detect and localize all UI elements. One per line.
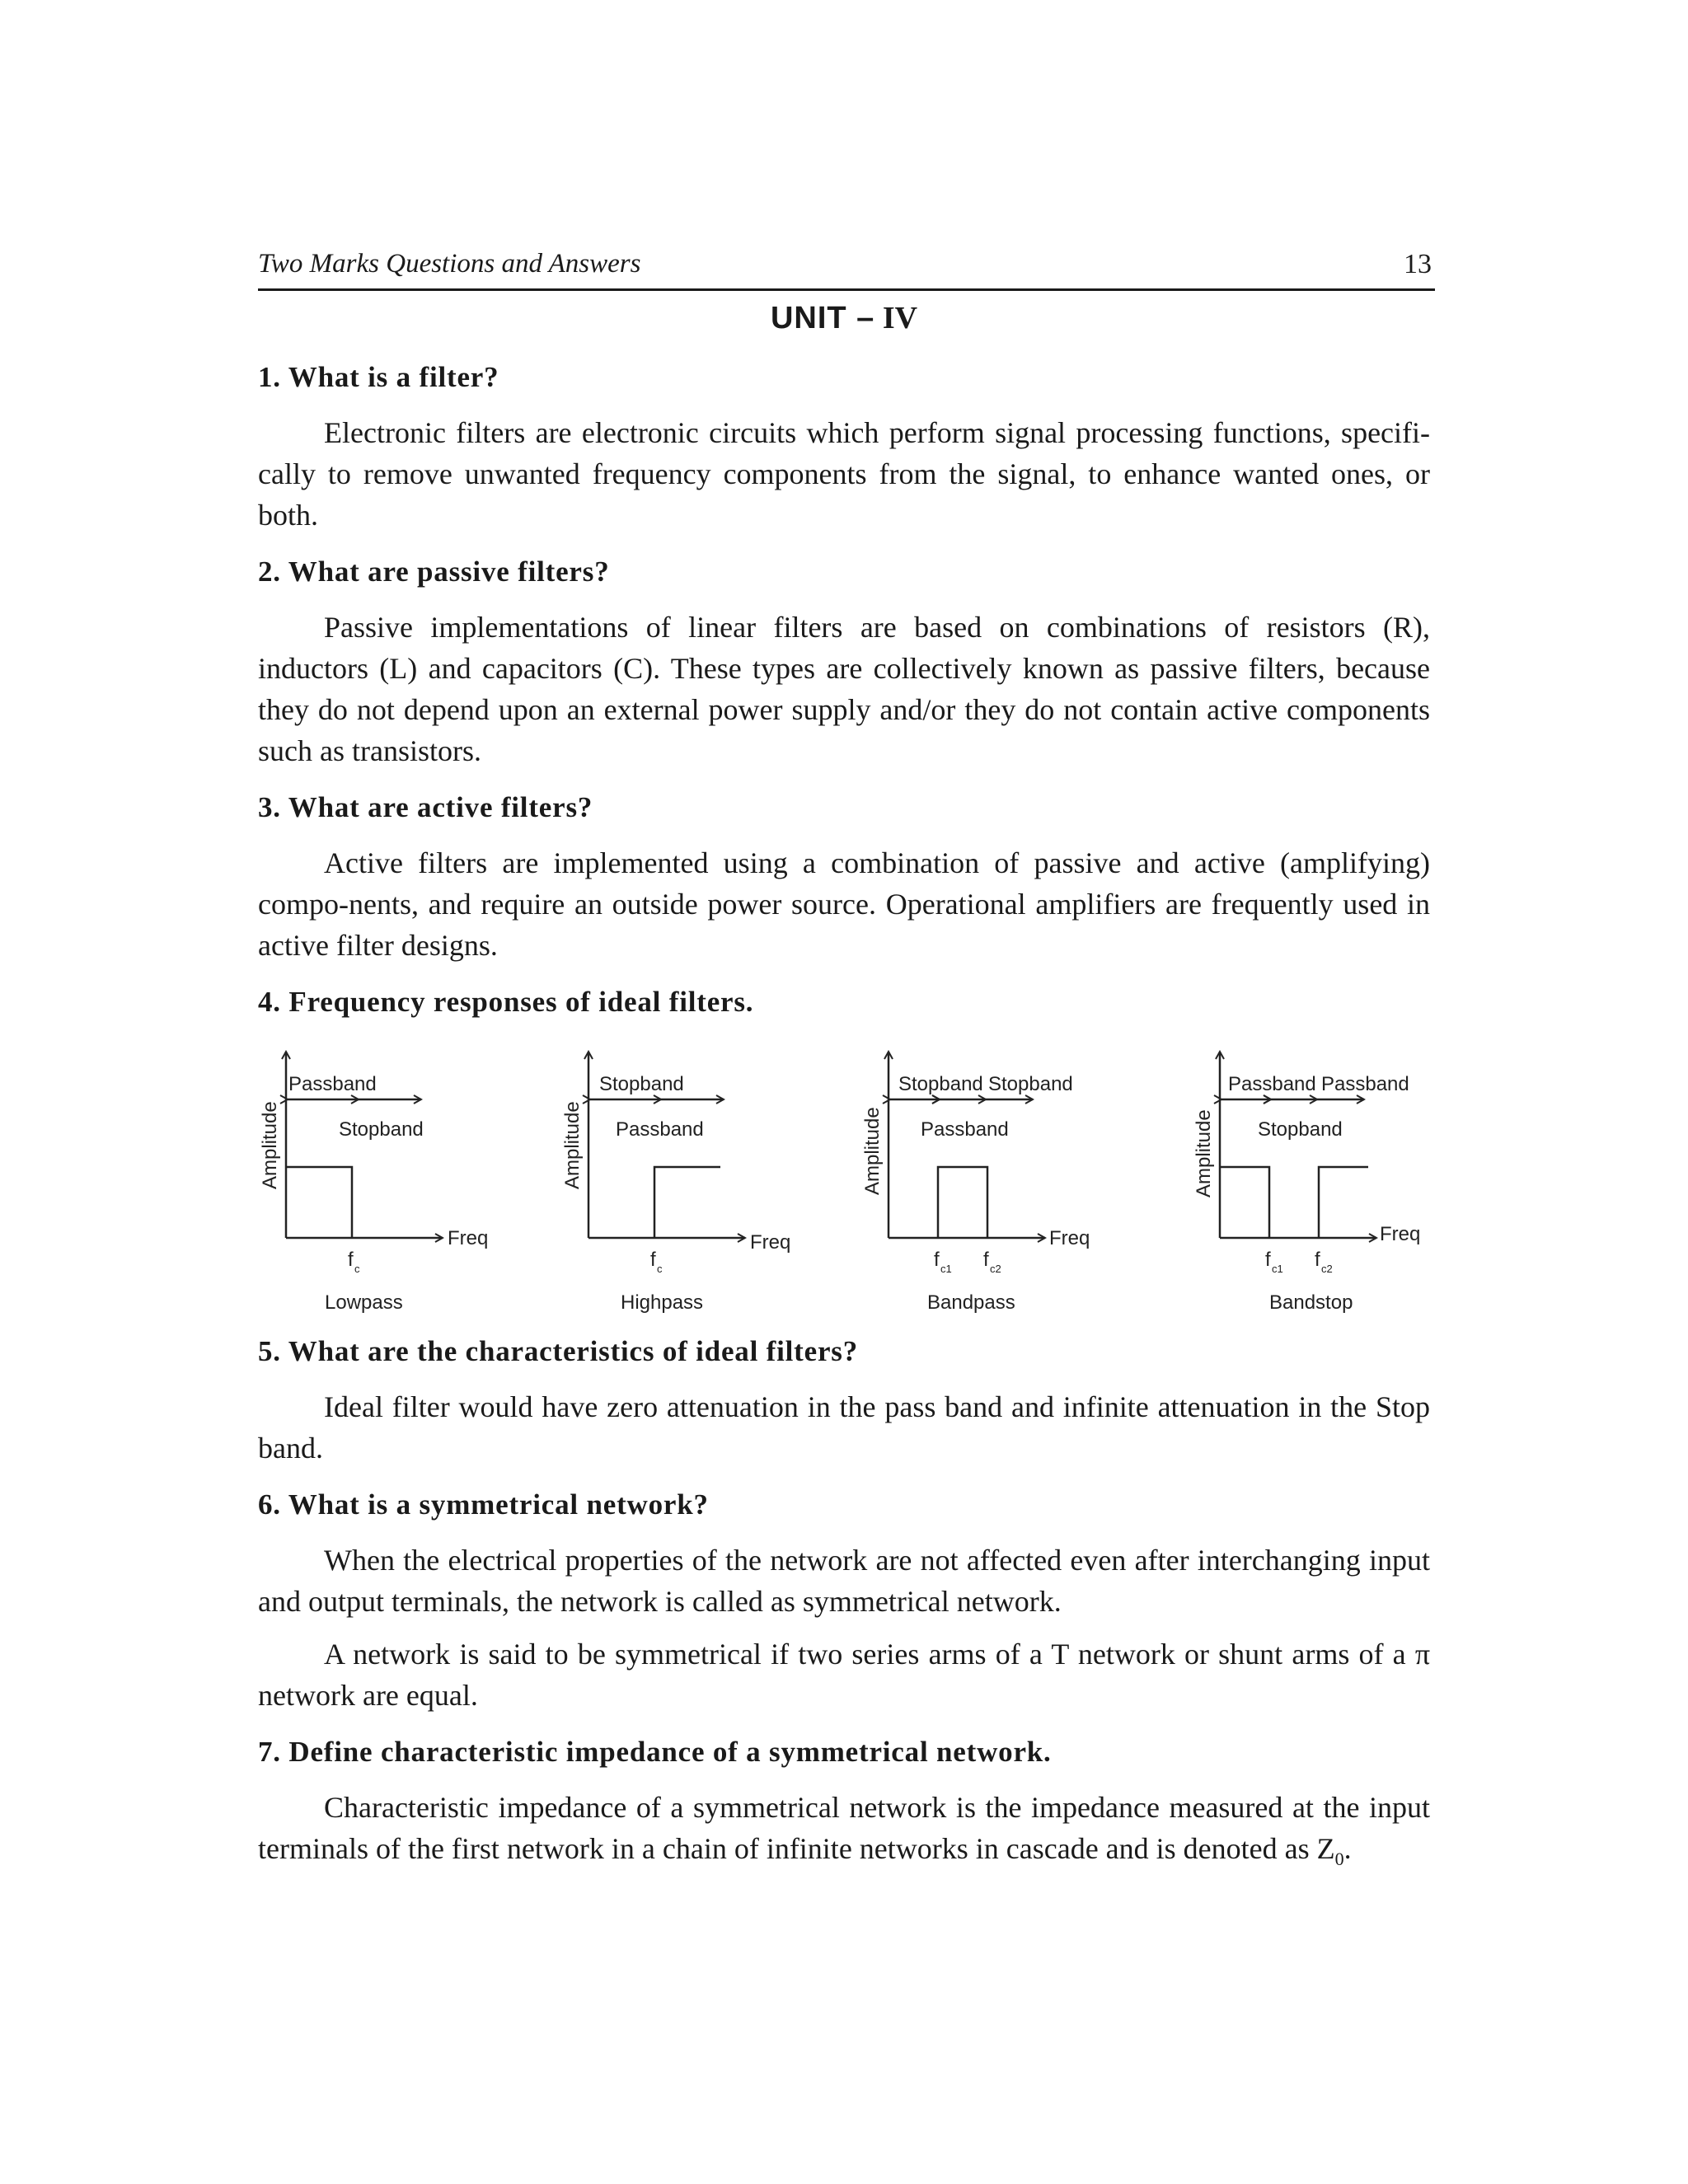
- unit-prefix: UNIT –: [770, 301, 875, 335]
- lowpass-stopband-label: Stopband: [339, 1118, 424, 1141]
- unit-numeral: IV: [882, 301, 918, 335]
- answer-6-continued: A network is said to be symmetrical if two series arms of a T network or shunt arms of a π network are equal.: [258, 1638, 1430, 1712]
- highpass-response: [654, 1167, 720, 1238]
- page-header: [258, 247, 1435, 291]
- z0-subscript: 0: [1334, 1849, 1344, 1870]
- question-5: 5. What are the characteristics of ideal filters?: [258, 1335, 859, 1367]
- answer-7: [258, 1787, 1430, 1880]
- bandpass-freq-label: Freq: [1049, 1227, 1090, 1249]
- page-number: 13: [1404, 249, 1432, 279]
- question-3: 3. What are active filters?: [258, 791, 593, 823]
- bandpass-fc2-label: f: [983, 1249, 989, 1271]
- answer-6: When the electrical properties of the network are not affected even after interchanging input and output terminals, the network is called as symmetrical network.: [258, 1544, 1430, 1618]
- bandstop-fc1-subscript: c1: [1272, 1263, 1283, 1275]
- bandpass-caption: Bandpass: [927, 1291, 1015, 1314]
- question-2: 2. What are passive filters?: [258, 555, 610, 588]
- lowpass-caption: Lowpass: [325, 1291, 403, 1314]
- bandstop-fc1-label: f: [1265, 1249, 1271, 1271]
- bandpass-stopband-label-1: Stopband: [898, 1073, 983, 1095]
- bandpass-fc2-subscript: c2: [990, 1263, 1001, 1275]
- bandpass-fc1-subscript: c1: [940, 1263, 952, 1275]
- bandstop-stopband-label: Stopband: [1258, 1118, 1343, 1141]
- lowpass-freq-label: Freq: [448, 1227, 489, 1249]
- bandstop-response-low: [1220, 1167, 1269, 1238]
- filter-responses-figure: [241, 1020, 1428, 1333]
- question-1: 1. What is a filter?: [258, 361, 499, 393]
- bandstop-fc2-subscript: c2: [1321, 1263, 1333, 1275]
- running-title: Two Marks Questions and Answers: [258, 249, 641, 279]
- bandpass-fc1-label: f: [934, 1249, 940, 1271]
- bandpass-axis-label: Amplitude: [861, 1107, 884, 1195]
- bandstop-response-high: [1319, 1167, 1368, 1238]
- bandstop-fc2-label: f: [1315, 1249, 1320, 1271]
- bandstop-axis-label: Amplitude: [1193, 1109, 1215, 1197]
- highpass-caption: Highpass: [621, 1291, 704, 1314]
- bandpass-passband-label: Passband: [921, 1118, 1009, 1141]
- lowpass-fc-subscript: c: [354, 1263, 360, 1275]
- highpass-fc-subscript: c: [657, 1263, 663, 1275]
- lowpass-fc-label: f: [348, 1249, 354, 1271]
- question-7: 7. Define characteristic impedance of a symmetrical network.: [258, 1736, 1052, 1768]
- highpass-stopband-label: Stopband: [599, 1073, 684, 1095]
- bandstop-passband-label-2: Passband: [1321, 1073, 1409, 1095]
- unit-heading: [0, 300, 1688, 336]
- answer-1: Electronic filters are electronic circuits which perform signal processing functions, specifi-cally to remove unwanted frequency components from the signal, to enhance wanted ones, or both.: [258, 416, 1430, 532]
- bandstop-passband-label-1: Passband: [1228, 1073, 1316, 1095]
- lowpass-axis-label: Amplitude: [259, 1101, 281, 1189]
- lowpass-response: [286, 1167, 352, 1238]
- question-4: 4. Frequency responses of ideal filters.: [258, 986, 754, 1018]
- filter-responses-diagram: [241, 1020, 1428, 1333]
- highpass-passband-label: Passband: [616, 1118, 704, 1141]
- lowpass-passband-label: Passband: [288, 1073, 377, 1095]
- highpass-freq-label: Freq: [750, 1231, 791, 1254]
- bandstop-caption: Bandstop: [1269, 1291, 1353, 1314]
- answer-7-text: Characteristic impedance of a symmetrical network is the impedance measured at the input terminals of the first network in a chain of infinite networks in cascade and is denoted as Z: [258, 1791, 1430, 1865]
- bandstop-freq-label: Freq: [1380, 1223, 1421, 1245]
- answer-5: Ideal filter would have zero attenuation in the pass band and infinite attenuation in the Stop band.: [258, 1390, 1430, 1465]
- highpass-fc-label: f: [650, 1249, 656, 1271]
- page-content: [258, 359, 1430, 1880]
- bandpass-response: [938, 1167, 987, 1238]
- answer-3: Active filters are implemented using a combination of passive and active (amplifying) compo-nents, and require an outside power source. Operational amplifiers are frequently used in active filter designs.: [258, 846, 1430, 962]
- answer-7-end: .: [1343, 1832, 1352, 1865]
- bandpass-stopband-label-2: Stopband: [988, 1073, 1073, 1095]
- highpass-axis-label: Amplitude: [561, 1101, 584, 1189]
- question-6: 6. What is a symmetrical network?: [258, 1488, 709, 1521]
- answer-2: Passive implementations of linear filters are based on combinations of resistors (R), inductors (L) and capacitors (C). These types are collectively known as passive filters, because they do not depend upon an external power supply and/or they do not contain active components such as transistors.: [258, 611, 1430, 767]
